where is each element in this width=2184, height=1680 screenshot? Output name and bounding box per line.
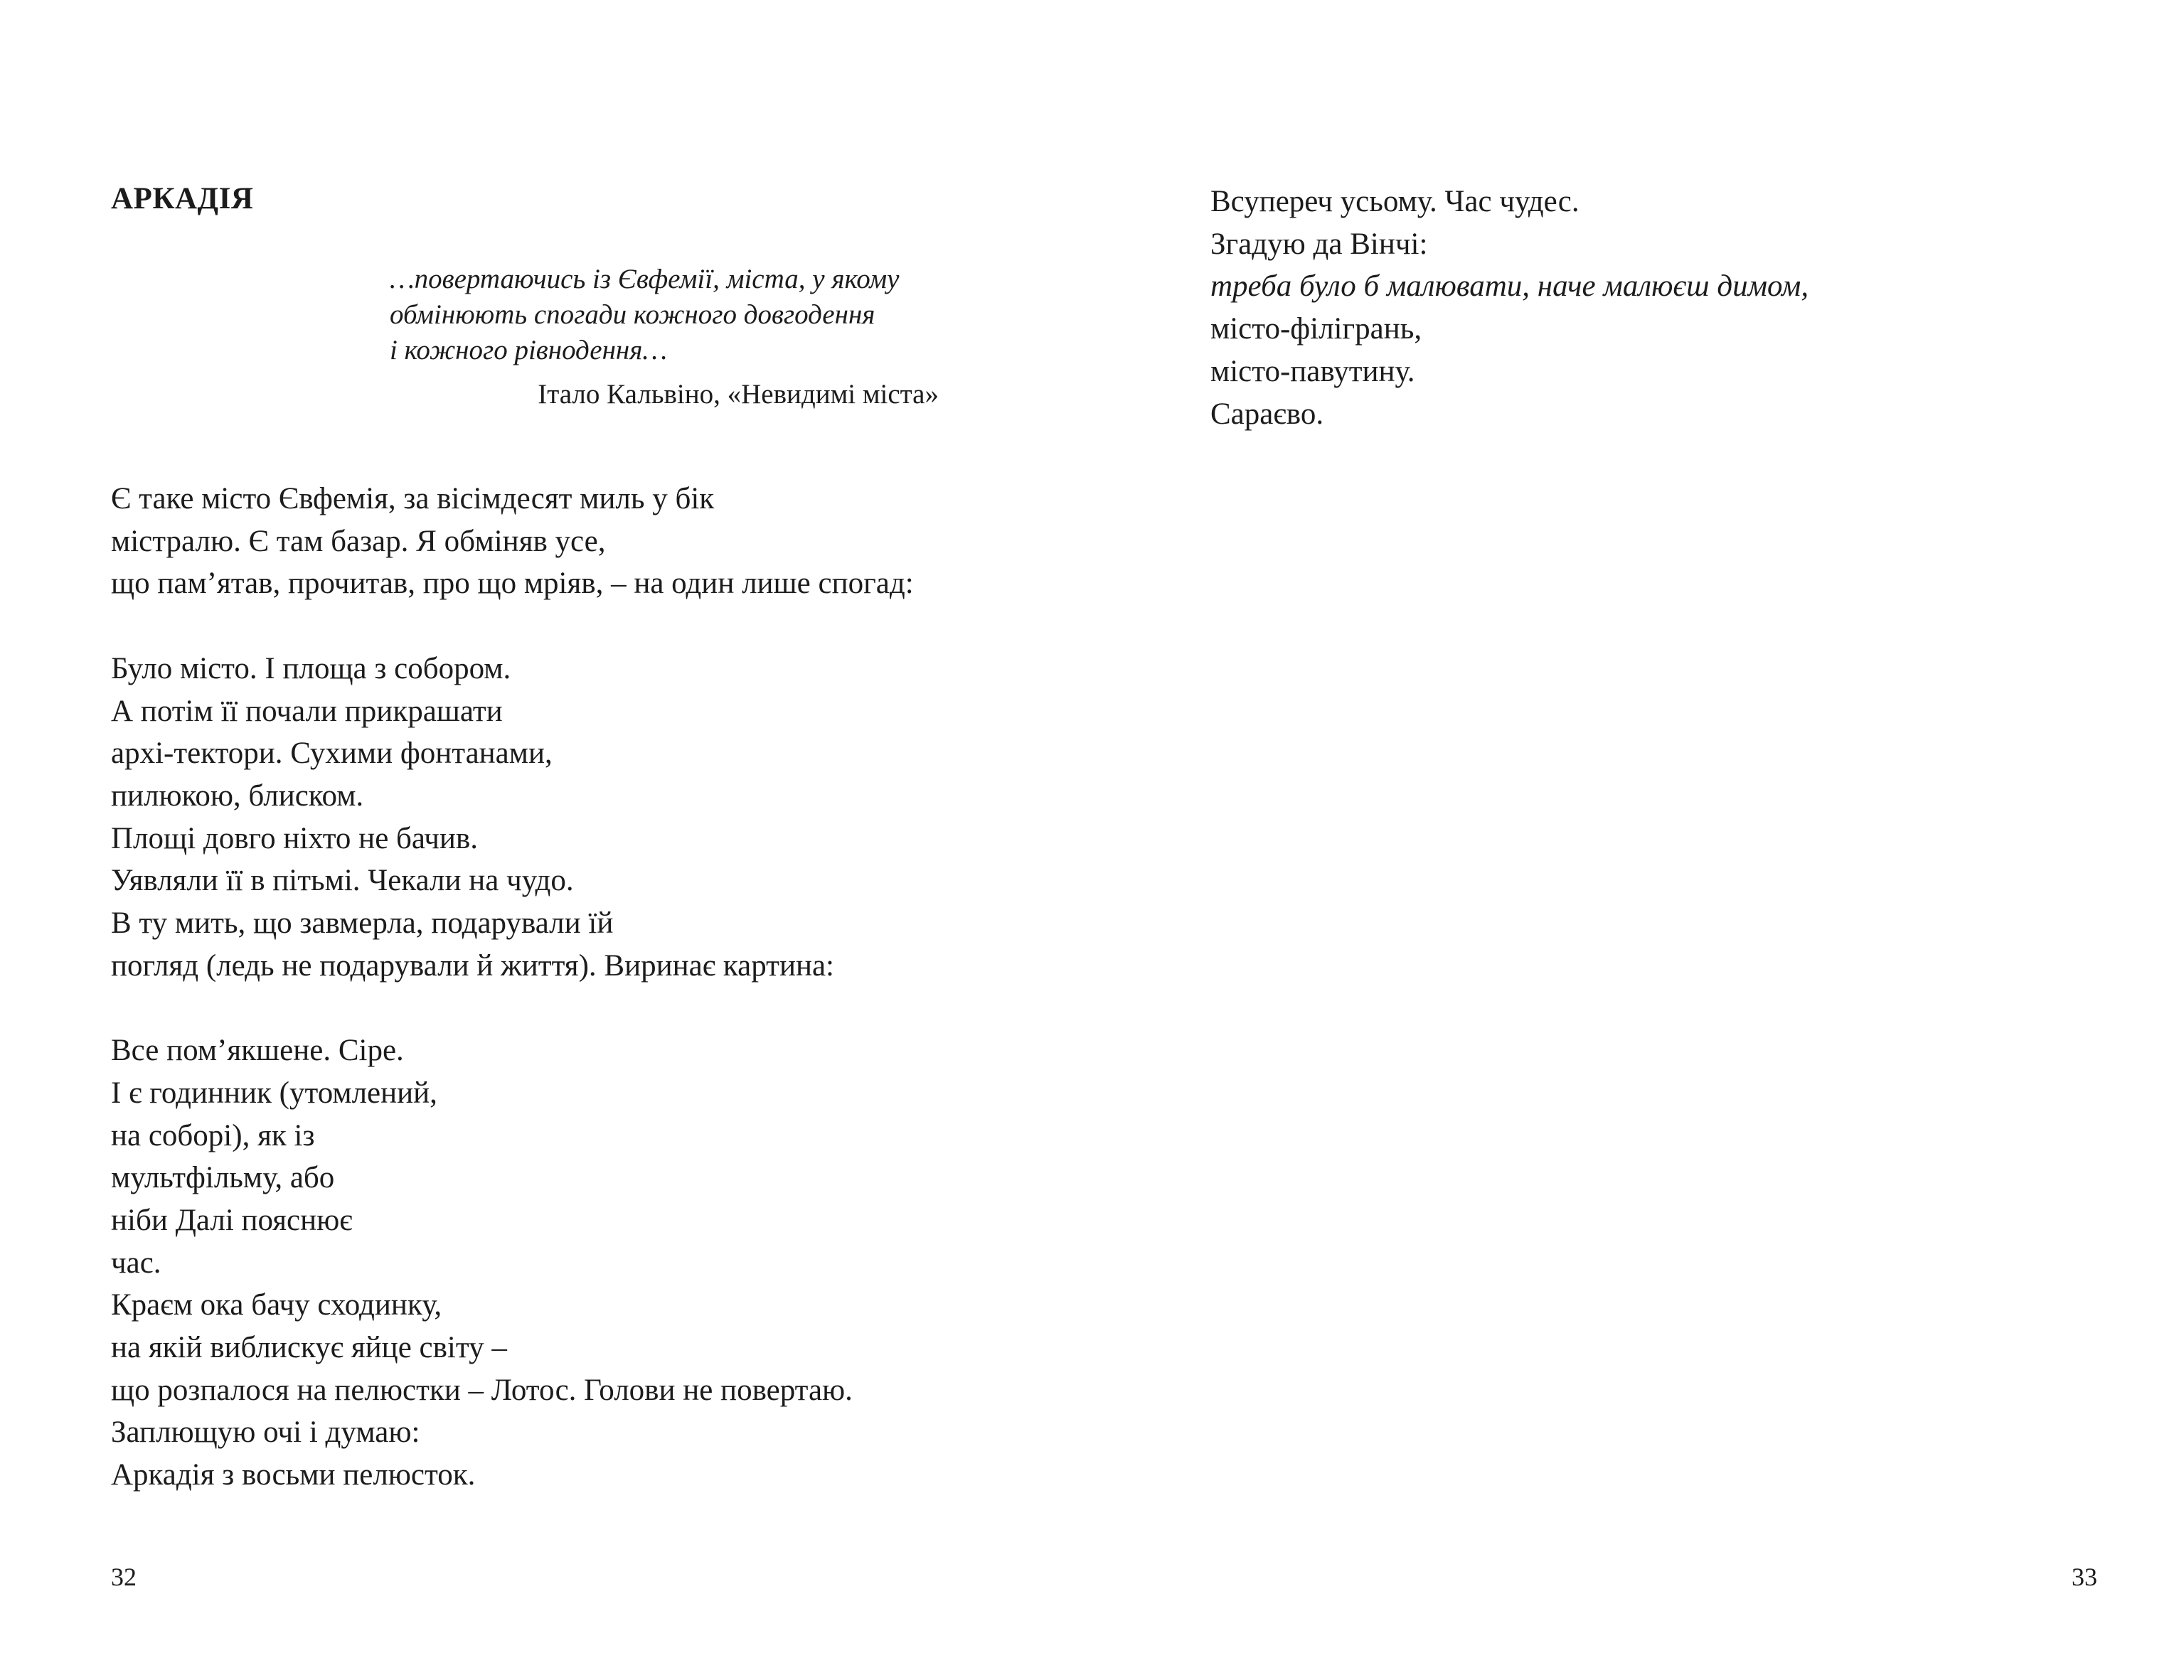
poem-line: А потім її почали прикрашати: [111, 694, 503, 728]
stanza-break: [111, 605, 914, 648]
poem-line: що розпалося на пелюстки – Лотос. Голови не повертаю.: [111, 1373, 853, 1407]
poem-line: ніби Далі пояснює: [111, 1203, 353, 1237]
poem-line: Всупереч усьому. Час чудес.: [1210, 185, 1580, 218]
poem-body-right: [1210, 181, 1809, 435]
poem-line: Згадую да Вінчі:: [1210, 227, 1428, 261]
poem-body-left: [111, 478, 914, 1497]
poem-line: місто-павутину.: [1210, 354, 1415, 388]
epigraph: [390, 262, 944, 412]
poem-line: архі-тектори. Сухими фонтанами,: [111, 737, 553, 771]
poem-line: мультфільму, або: [111, 1161, 335, 1195]
poem-line: Сараєво.: [1210, 397, 1324, 431]
poem-line: на соборі), як із: [111, 1118, 315, 1152]
epigraph-source: Італо Кальвіно, «Невидимі міста»: [538, 379, 939, 410]
poem-line: містралю. Є там базар. Я обміняв усе,: [111, 524, 606, 558]
poem-line: місто-філігрань,: [1210, 312, 1422, 346]
poem-line: Було місто. І площа з собором.: [111, 651, 511, 685]
poem-line: пилюкою, блиском.: [111, 779, 364, 813]
stanza-break: [111, 987, 914, 1029]
poem-title: АРКАДІЯ: [111, 182, 254, 215]
poem-line: Аркадія з восьми пелюсток.: [111, 1458, 476, 1492]
page-number: 32: [111, 1563, 137, 1591]
poem-line: Все пом’якшене. Сіре.: [111, 1034, 404, 1068]
poem-line: погляд (ледь не подарували й життя). Виринає картина:: [111, 948, 835, 983]
poem-line: на якій виблискує яйце світу –: [111, 1331, 507, 1365]
poem-line: Площі довго ніхто не бачив.: [111, 821, 478, 855]
epigraph-line: і кожного рівнодення…: [390, 335, 668, 365]
poem-line-italic-quote: треба було б малювати, наче малюєш димом,: [1210, 269, 1809, 304]
poem-line: час.: [111, 1246, 161, 1280]
poem-line: що пам’ятав, прочитав, про що мріяв, – на один лише спогад:: [111, 567, 914, 601]
poem-line: Уявляли її в пітьмі. Чекали на чудо.: [111, 864, 574, 898]
poem-line: Є таке місто Євфемія, за вісімдесят миль у бік: [111, 482, 715, 515]
right-page: [1092, 0, 2184, 1680]
page-number: 33: [2072, 1563, 2097, 1591]
poem-line: І є годинник (утомлений,: [111, 1076, 437, 1110]
epigraph-line: …повертаючись із Євфемії, міста, у якому: [390, 264, 900, 294]
poem-line: Заплющую очі і думаю:: [111, 1416, 420, 1450]
epigraph-text: [390, 262, 944, 368]
epigraph-line: обмінюють спогади кожного довгодення: [390, 299, 875, 330]
poem-line: В ту мить, що завмерла, подарували їй: [111, 906, 614, 941]
poem-line: Краєм ока бачу сходинку,: [111, 1288, 442, 1322]
